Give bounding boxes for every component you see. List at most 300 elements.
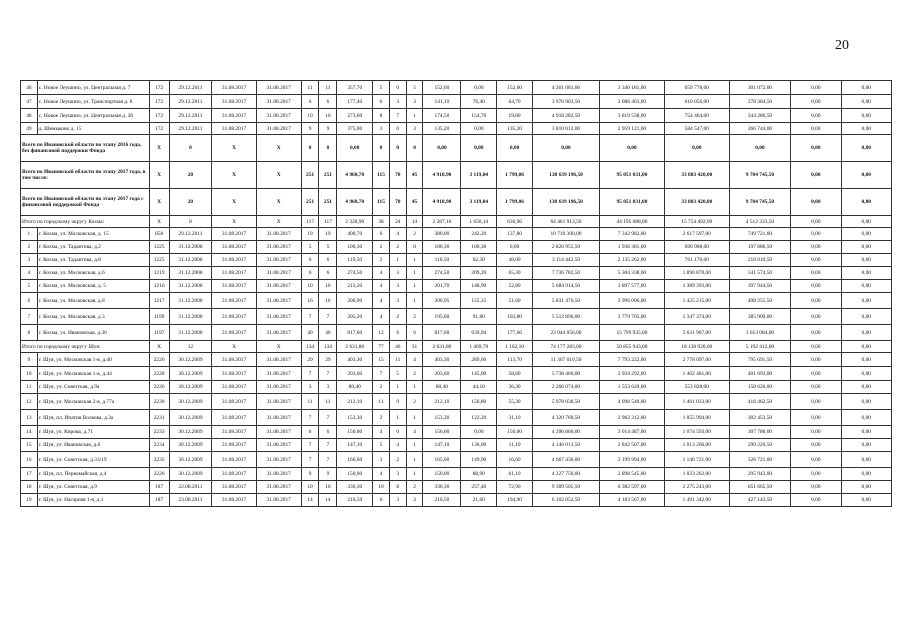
table-cell: 2 959 121,00 <box>600 123 665 135</box>
table-cell: 0 <box>389 81 406 95</box>
table-cell: 0,00 <box>461 426 497 439</box>
table-cell: 155,35 <box>461 293 497 309</box>
table-cell: 29 <box>319 353 337 367</box>
table-cell: 0 <box>169 135 211 162</box>
table-cell: 152,60 <box>423 81 461 95</box>
total-row <box>21 135 892 162</box>
table-cell: 62,30 <box>461 254 497 267</box>
table-cell: 3 <box>373 123 390 135</box>
table-cell: 31.08.2017 <box>212 410 257 426</box>
table-cell: 31.08.2017 <box>256 241 301 254</box>
table-cell: 36,30 <box>497 381 533 394</box>
table-cell: 5 <box>21 280 38 293</box>
table-cell: 301 072,00 <box>729 81 790 95</box>
table-cell: 134 <box>301 341 319 353</box>
table-cell: 289,60 <box>461 353 497 367</box>
table-row <box>21 95 892 109</box>
table-cell: 1 650,14 <box>461 216 497 228</box>
table-cell: 31.08.2017 <box>212 353 257 367</box>
table-row <box>21 381 892 394</box>
table-cell: 0 <box>373 135 390 162</box>
table-cell: Всего по Ивановской области по этапу 2016 года, без финансовой поддержки Фонда <box>21 135 150 162</box>
table-cell: 30.12.2009 <box>169 439 211 452</box>
table-cell: 0,00 <box>841 267 891 280</box>
table-cell: 31.08.2017 <box>212 280 257 293</box>
table-cell: 11 <box>21 381 38 394</box>
table-row <box>21 123 892 135</box>
table-cell: 7 <box>301 410 319 426</box>
table-row <box>21 353 892 367</box>
table-cell: 10 <box>301 280 319 293</box>
table-cell: 31.08.2017 <box>212 241 257 254</box>
table-cell: 330,30 <box>423 481 461 494</box>
table-cell: 115 <box>373 189 390 216</box>
table-cell: 10 <box>319 109 337 123</box>
table-cell: 0,00 <box>791 426 841 439</box>
table-cell: 4 <box>389 439 406 452</box>
table-cell: 4 146 013,50 <box>532 439 599 452</box>
table-row <box>21 309 892 325</box>
table-cell: 0,00 <box>841 109 891 123</box>
table-cell: 6 <box>319 254 337 267</box>
table-cell: 3 996 006,00 <box>600 293 665 309</box>
table-cell: 149,90 <box>461 452 497 468</box>
table-cell: 31.08.2017 <box>256 426 301 439</box>
table-cell: 408 255,50 <box>729 293 790 309</box>
table-cell: 0 <box>301 135 319 162</box>
table-cell: 46 <box>21 81 38 95</box>
table-cell: 6 382 597,00 <box>600 481 665 494</box>
table-cell: 3 119,84 <box>461 162 497 189</box>
table-cell: 195,60 <box>423 309 461 325</box>
table-cell: 31.08.2017 <box>212 426 257 439</box>
table-cell: 31.12.2008 <box>169 293 211 309</box>
table-cell: 38 <box>373 216 390 228</box>
table-cell: 278 384,50 <box>729 95 790 109</box>
table-cell: 1 074 593,00 <box>664 426 729 439</box>
table-cell: 5 831 476,50 <box>532 293 599 309</box>
table-cell: 21,60 <box>461 494 497 507</box>
table-cell: 357,70 <box>337 81 373 95</box>
table-cell: 65,30 <box>497 267 533 280</box>
table-cell: 0,00 <box>841 325 891 341</box>
table-cell: 50 855 943,00 <box>600 341 665 353</box>
table-cell: 0,00 <box>791 293 841 309</box>
table-cell: 31.08.2017 <box>256 109 301 123</box>
table-row <box>21 241 892 254</box>
table-cell: 172 <box>149 123 169 135</box>
table-cell: 187 <box>149 494 169 507</box>
table-cell: 2 275 243,00 <box>664 481 729 494</box>
table-cell: 10 710 300,00 <box>532 228 599 241</box>
table-cell: 1217 <box>149 293 169 309</box>
table-cell: 251 <box>301 162 319 189</box>
table-cell: 0,00 <box>841 341 891 353</box>
table-cell: 91,80 <box>461 309 497 325</box>
table-cell: 1 <box>389 410 406 426</box>
table-cell: 0,00 <box>791 216 841 228</box>
table-cell: 7 <box>319 367 337 381</box>
table-cell: 5 631 967,00 <box>664 325 729 341</box>
table-cell: 30.12.2009 <box>169 426 211 439</box>
subtotal-row <box>21 216 892 228</box>
table-cell: 0,00 <box>791 254 841 267</box>
table-cell: д. Шемыково д. 15 <box>37 123 149 135</box>
table-cell: 0,00 <box>791 228 841 241</box>
table-cell: с. Новое Леушино, ул. Транспортная д. 8 <box>37 95 149 109</box>
table-cell: 122,20 <box>461 410 497 426</box>
table-cell: 5 <box>373 81 390 95</box>
table-cell: 0,00 <box>497 135 533 162</box>
table-cell: 0,00 <box>841 494 891 507</box>
table-cell: 13 <box>21 410 38 426</box>
table-cell: 3 119,84 <box>461 189 497 216</box>
table-cell: г. Шуя, ул. Кирова, д.71 <box>37 426 149 439</box>
table-cell: 31.08.2017 <box>256 254 301 267</box>
table-cell: 197 886,50 <box>729 241 790 254</box>
table-cell: 427 143,50 <box>729 494 790 507</box>
table-cell: 213,20 <box>337 280 373 293</box>
table-cell: 10 <box>319 481 337 494</box>
table-cell: 172 <box>149 95 169 109</box>
table-cell: 7 793 222,00 <box>600 353 665 367</box>
table-cell: г. Кохма, ул. Московская, д.8 <box>37 293 149 309</box>
table-cell: 1 491 342,00 <box>664 494 729 507</box>
table-cell: 7 <box>373 367 390 381</box>
table-cell: г. Шуя, ул. Советская, д.9 <box>37 481 149 494</box>
table-cell: 2 631,80 <box>423 341 461 353</box>
table-cell: 9 <box>389 394 406 410</box>
table-cell: 9 <box>301 468 319 481</box>
table-cell: с. Новое Леушино, ул. Центральная д. 7 <box>37 81 149 95</box>
table-cell: 1 389 393,00 <box>664 280 729 293</box>
table-cell: 44 195 088,00 <box>600 216 665 228</box>
table-cell: 74 177 283,00 <box>532 341 599 353</box>
table-cell: 375,00 <box>337 123 373 135</box>
table-cell: 0,00 <box>791 341 841 353</box>
table-cell: 0,00 <box>841 481 891 494</box>
table-cell: 100,30 <box>337 241 373 254</box>
table-cell: 295 943,00 <box>729 468 790 481</box>
table-cell: 14 <box>21 426 38 439</box>
table-cell: 31.08.2017 <box>256 353 301 367</box>
table-cell: 1 890 870,00 <box>664 267 729 280</box>
table-cell: 6 <box>301 426 319 439</box>
table-cell: 29.12.2011 <box>169 95 211 109</box>
table-cell: 31.08.2017 <box>212 267 257 280</box>
table-cell: 2 266 074,00 <box>532 381 599 394</box>
table-cell: 0,00 <box>841 280 891 293</box>
table-cell: 19 <box>319 228 337 241</box>
table-cell: X <box>212 189 257 216</box>
table-cell: 1 <box>406 293 423 309</box>
table-cell: 0,00 <box>841 353 891 367</box>
table-cell: 5 304 338,00 <box>600 267 665 280</box>
table-cell: 31.12.2008 <box>169 325 211 341</box>
table-cell: 3 779 705,00 <box>600 309 665 325</box>
table-cell: 9 309 505,50 <box>532 481 599 494</box>
table-cell: 31.08.2017 <box>212 325 257 341</box>
table-cell: 1 <box>406 280 423 293</box>
table-cell: 0,00 <box>791 81 841 95</box>
table-cell: 0,00 <box>791 381 841 394</box>
table-cell: 3 088 463,00 <box>600 95 665 109</box>
table-cell: 148,90 <box>461 280 497 293</box>
table-cell: 0,00 <box>461 123 497 135</box>
table-cell: 16 <box>319 293 337 309</box>
table-cell: 0,00 <box>791 280 841 293</box>
table-cell: 1216 <box>149 280 169 293</box>
table-cell: 19 <box>21 494 38 507</box>
table-cell: 1 553 620,00 <box>600 381 665 394</box>
table-cell: 1225 <box>149 241 169 254</box>
table-cell: 761 170,00 <box>664 254 729 267</box>
table-cell: 307 780,00 <box>729 426 790 439</box>
table-cell: 31.08.2017 <box>212 468 257 481</box>
table-cell: 6 <box>373 228 390 241</box>
table-cell: 2 826 955,50 <box>532 241 599 254</box>
table-row <box>21 367 892 381</box>
table-cell: 216,50 <box>337 494 373 507</box>
table-cell: 584 547,00 <box>664 123 729 135</box>
table-cell: 266 744,00 <box>729 123 790 135</box>
table-cell: 0,00 <box>841 135 891 162</box>
table-cell: 6 <box>301 95 319 109</box>
table-cell: 2226 <box>149 353 169 367</box>
table-cell: 639,94 <box>461 325 497 341</box>
table-cell: 58,60 <box>497 367 533 381</box>
table-cell: 4 227 750,00 <box>532 468 599 481</box>
table-cell: 7 <box>301 452 319 468</box>
table-cell: 0,00 <box>461 81 497 95</box>
table-cell: 138 639 196,50 <box>532 189 599 216</box>
table-cell: 0,00 <box>841 468 891 481</box>
table-cell: 5 <box>406 81 423 95</box>
table-cell: 31.08.2017 <box>256 481 301 494</box>
table-cell: 6 <box>373 95 390 109</box>
table-cell: 0,00 <box>497 241 533 254</box>
table-cell: 0,00 <box>841 241 891 254</box>
table-cell: 3 <box>21 254 38 267</box>
table-cell: г. Шуя, пл. Ипатия Волкова, д.3а <box>37 410 149 426</box>
table-cell: 100,30 <box>461 241 497 254</box>
table-cell: 0,00 <box>791 353 841 367</box>
table-cell: 7 736 782,50 <box>532 267 599 280</box>
table-cell: 145,00 <box>461 367 497 381</box>
table-cell: 3 <box>389 267 406 280</box>
table-cell: 1 <box>389 254 406 267</box>
table-cell: 2 617 597,00 <box>664 228 729 241</box>
table-row <box>21 426 892 439</box>
table-cell: 0,00 <box>423 135 461 162</box>
table-cell: 2 778 097,00 <box>664 353 729 367</box>
table-cell: 110,50 <box>423 254 461 267</box>
table-cell: X <box>256 162 301 189</box>
table-cell: 6 <box>21 293 38 309</box>
table-cell: 203,60 <box>337 367 373 381</box>
table-cell: 174,50 <box>423 109 461 123</box>
table-cell: 45 <box>406 162 423 189</box>
table-cell: 3 <box>406 123 423 135</box>
table-cell: 55,30 <box>497 394 533 410</box>
table-cell: 2 <box>389 309 406 325</box>
table-cell: 290 220,50 <box>729 439 790 452</box>
table-cell: 31.08.2017 <box>212 123 257 135</box>
table-cell: 2 962 312,00 <box>600 410 665 426</box>
table-cell: 0,00 <box>841 426 891 439</box>
table-row <box>21 468 892 481</box>
table-cell: 3 <box>319 381 337 394</box>
table-row <box>21 452 892 468</box>
table-cell: 29.12.2011 <box>169 228 211 241</box>
table-cell: 2 842 507,00 <box>600 439 665 452</box>
table-cell: 177,40 <box>337 95 373 109</box>
table-cell: 1 <box>406 452 423 468</box>
table-cell: 31.08.2017 <box>256 81 301 95</box>
table-cell: Всего по Ивановской области по этапу 2017 года с финансовой поддержкой Фонда <box>21 189 150 216</box>
table-cell: 177,66 <box>497 325 533 341</box>
table-cell: 0,00 <box>791 494 841 507</box>
table-cell: Итого по городскому округу Шуя: <box>21 341 150 353</box>
table-cell: 31.08.2017 <box>212 452 257 468</box>
table-cell: 9 <box>21 353 38 367</box>
table-cell: 31 <box>406 341 423 353</box>
table-cell: 2 <box>373 241 390 254</box>
table-cell: 2 287,10 <box>423 216 461 228</box>
table-cell: 20 <box>169 162 211 189</box>
table-cell: 0,00 <box>791 241 841 254</box>
table-cell: 5 <box>389 367 406 381</box>
table-cell: X <box>212 162 257 189</box>
table-cell: 2 <box>406 228 423 241</box>
table-cell: 80,40 <box>337 381 373 394</box>
table-cell: 6 <box>301 254 319 267</box>
table-cell: 9 <box>301 123 319 135</box>
table-cell: 150,00 <box>337 468 373 481</box>
table-cell: 31.08.2017 <box>256 95 301 109</box>
table-cell: 1 <box>406 109 423 123</box>
table-cell: 110,50 <box>337 254 373 267</box>
table-cell: 212,10 <box>423 394 461 410</box>
table-cell: 24 <box>389 216 406 228</box>
table-cell: 4 098 540,00 <box>600 394 665 410</box>
table-cell: 4 <box>373 309 390 325</box>
table-cell: 103,80 <box>497 309 533 325</box>
table-cell: 134 <box>319 341 337 353</box>
table-cell: 858 <box>149 228 169 241</box>
table-cell: 0,00 <box>461 135 497 162</box>
table-row <box>21 228 892 241</box>
table-cell: 10 <box>21 367 38 381</box>
table-cell: 201,70 <box>423 280 461 293</box>
table-cell: 5 <box>319 241 337 254</box>
table-cell: 636,96 <box>497 216 533 228</box>
table-cell: 166,60 <box>337 452 373 468</box>
table-cell: 0,00 <box>841 394 891 410</box>
table-cell: г. Шуя, ул. Советская, д.9а <box>37 381 149 394</box>
table-cell: 31.08.2017 <box>212 481 257 494</box>
table-cell: 31.08.2017 <box>212 381 257 394</box>
table-cell: 76,40 <box>461 95 497 109</box>
table-cell: X <box>256 216 301 228</box>
table-cell: 29.12.2011 <box>169 109 211 123</box>
table-cell: 1 613 084,00 <box>729 325 790 341</box>
table-cell: 14 <box>319 494 337 507</box>
table-cell: 2 <box>21 241 38 254</box>
table-cell: 2 <box>373 410 390 426</box>
table-cell: 651 665,50 <box>729 481 790 494</box>
table-cell: 4 320 760,50 <box>532 410 599 426</box>
table-row <box>21 293 892 309</box>
table-cell: 0,00 <box>729 135 790 162</box>
table-cell: 0,00 <box>841 439 891 452</box>
table-cell: 11 <box>389 353 406 367</box>
table-cell: 29.12.2011 <box>169 123 211 135</box>
table-cell: 1 347 374,00 <box>664 309 729 325</box>
table-cell: 11 <box>301 394 319 410</box>
table-cell: 3 819 538,00 <box>600 109 665 123</box>
table-cell: 749 721,00 <box>729 228 790 241</box>
table-cell: 135,20 <box>497 123 533 135</box>
table-cell: 1 469,70 <box>461 341 497 353</box>
table-cell: 31.08.2017 <box>256 267 301 280</box>
table-cell: 19,80 <box>497 109 533 123</box>
table-cell: 4 667 436,00 <box>532 452 599 468</box>
table-cell: 135,20 <box>423 123 461 135</box>
table-cell: 187 <box>149 481 169 494</box>
table-cell: 10 <box>373 481 390 494</box>
table-cell: 2 <box>389 241 406 254</box>
table-cell: 2 328,90 <box>337 216 373 228</box>
table-cell: г. Шуя, ул. Московская 1-я, д.40 <box>37 353 149 367</box>
table-cell: 754 464,00 <box>664 109 729 123</box>
table-cell: 1 799,06 <box>497 162 533 189</box>
table-cell: 1 402 481,00 <box>664 367 729 381</box>
table-cell: 95 051 031,00 <box>600 189 665 216</box>
table-cell: 206,90 <box>337 293 373 309</box>
table-cell: 3 <box>389 280 406 293</box>
table-cell: 4 183 567,00 <box>600 494 665 507</box>
table-cell: 251 <box>319 162 337 189</box>
table-cell: 88,90 <box>461 468 497 481</box>
table-cell: 147,10 <box>423 439 461 452</box>
table-cell: 31.08.2017 <box>256 468 301 481</box>
table-cell: 138 639 196,50 <box>532 162 599 189</box>
table-cell: 0,00 <box>841 367 891 381</box>
table-cell: 3 897 577,00 <box>600 280 665 293</box>
table-cell: 31.08.2017 <box>256 280 301 293</box>
table-cell: 1 799,06 <box>497 189 533 216</box>
table-cell: 158 626,00 <box>729 381 790 394</box>
table-cell: 541 574,50 <box>729 267 790 280</box>
table-cell: 330,30 <box>337 481 373 494</box>
table-cell: 0,00 <box>791 452 841 468</box>
table-cell: 156,80 <box>461 394 497 410</box>
table-cell: г. Шуя, ул. Московская 2-я, д.77а <box>37 394 149 410</box>
table-cell: 72,90 <box>497 481 533 494</box>
table-cell: 30.12.2009 <box>169 452 211 468</box>
table-cell: 22.08.2011 <box>169 481 211 494</box>
table-cell: 8 <box>21 325 38 341</box>
table-cell: 418 462,50 <box>729 394 790 410</box>
table-cell: 18 128 928,00 <box>664 341 729 353</box>
table-cell: 113,70 <box>497 353 533 367</box>
table-cell: 3 199 994,00 <box>600 452 665 468</box>
table-cell: 31.08.2017 <box>256 439 301 452</box>
table-cell: 7 <box>319 309 337 325</box>
table-cell: 0,00 <box>791 481 841 494</box>
table-cell: 0,00 <box>841 216 891 228</box>
